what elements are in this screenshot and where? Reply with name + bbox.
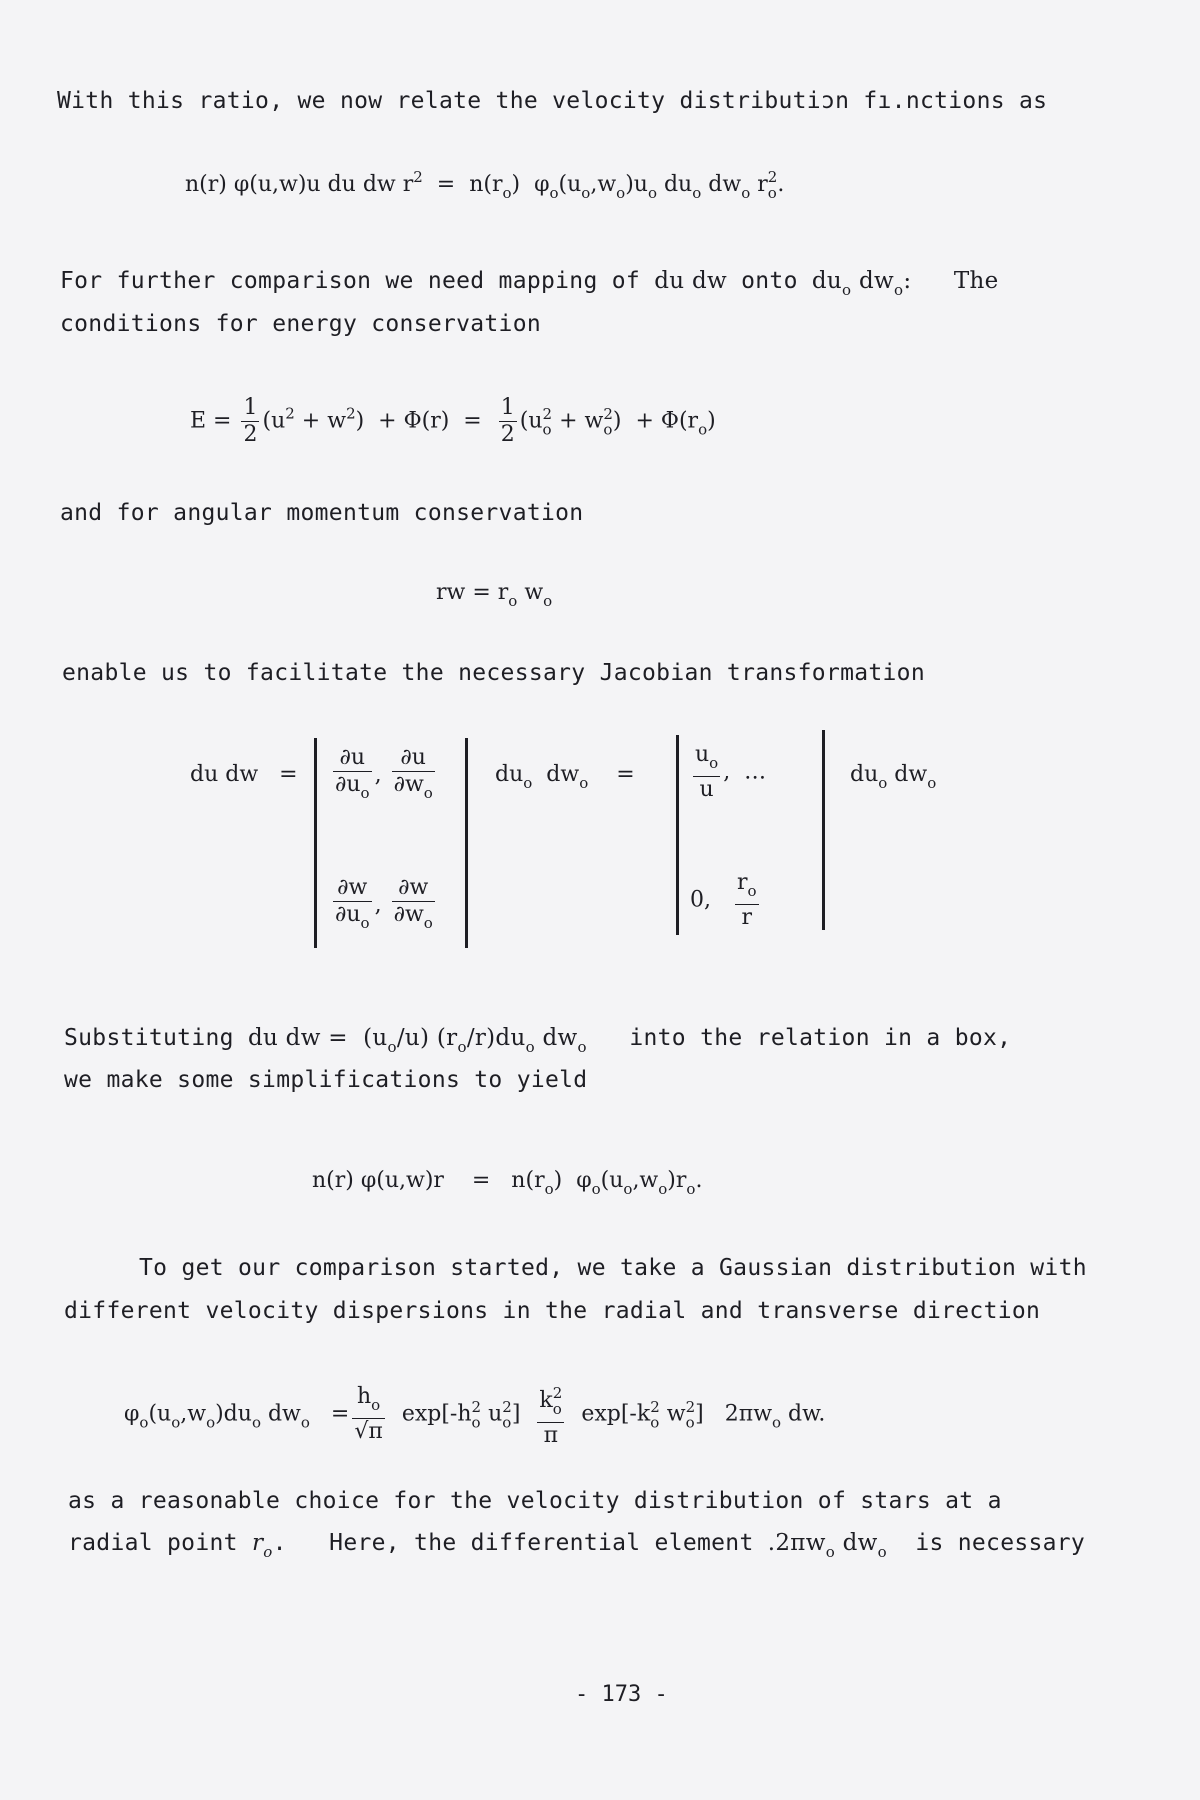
paragraph-mapping-text-c: The bbox=[953, 268, 999, 294]
jacobian-rhs: $du_o$ $dw_o$ bbox=[850, 762, 937, 792]
paragraph-intro: With this ratio, we now relate the velocity distributiɔn fı.nctions as bbox=[57, 88, 1048, 114]
matrix-row-1: $\frac{u_o}{u}$ , … bbox=[695, 742, 767, 802]
equation-energy: E = $\frac{1}{2}$ $(u^2 + w^2) + \Phi(r)$ = $\frac{1}{2}$ $(u_o^2 + w_o^2) + \Phi(r_o)$ bbox=[190, 395, 716, 447]
jacobian-middle: $du_o$ $dw_o$ = bbox=[495, 762, 635, 792]
equation-distribution-relation: n(r) φ(u,w)u du dw $r^2 = n(r_o)$ $\varphi_o(u_o,w_o)u_o$ $du_o$ $dw_o$ $r_o^2$. bbox=[185, 168, 785, 202]
determinant-left-bar bbox=[314, 738, 317, 948]
paragraph-choice-line1: as a reasonable choice for the velocity distribution of stars at a bbox=[68, 1488, 1002, 1514]
jacobian-element-21: $\frac{\partial w}{\partial u_o}$ , $\frac{\partial w}{\partial w_o}$ bbox=[335, 875, 433, 932]
equation-simplified: n(r) φ(u,w)r = $n(r_o)$ $\varphi_o(u_o,w_o)r_o$. bbox=[312, 1168, 703, 1198]
paragraph-substitution-text-a: Substituting bbox=[64, 1025, 234, 1051]
paragraph-gaussian-line1: To get our comparison started, we take a Gaussian distribution with bbox=[139, 1255, 1087, 1281]
paragraph-choice-text-b: Here, the differential element bbox=[329, 1530, 754, 1556]
paragraph-mapping-text-a: For further comparison we need mapping of bbox=[60, 268, 641, 294]
paragraph-substitution-line2: we make some simplifications to yield bbox=[64, 1067, 588, 1093]
paragraph-choice-line2: radial point $r_o$. Here, the differential element $.2\pi w_o$ $dw_o$ is necessary bbox=[68, 1530, 1086, 1561]
jacobian-lhs: du dw = bbox=[190, 762, 298, 787]
equation-gaussian: $\varphi_o(u_o,w_o)du_o$ $dw_o$ = $\frac{h_o}{√\pi}$ $\exp[-h_o^2$ $u_o^2$] $\frac{k_o^2}{\pi}$ $\exp[-k_o^2$ $w_o^2$] $2\pi w_o$ dw. bbox=[124, 1380, 825, 1449]
paragraph-substitution-text-b: into the relation in a box, bbox=[629, 1025, 1012, 1051]
determinant-right-bar bbox=[465, 738, 468, 948]
paragraph-choice-text-a: radial point bbox=[68, 1530, 238, 1556]
matrix-row-2: 0, $\frac{r_o}{r}$ bbox=[690, 870, 757, 930]
paragraph-gaussian-line2: different velocity dispersions in the radial and transverse direction bbox=[64, 1298, 1041, 1324]
paragraph-jacobian: enable us to facilitate the necessary Jacobian transformation bbox=[62, 660, 925, 686]
matrix-left-bar bbox=[676, 735, 679, 935]
paragraph-angular-momentum: and for angular momentum conservation bbox=[60, 500, 584, 526]
matrix-right-bar bbox=[822, 730, 825, 930]
equation-angular-momentum: rw = $r_o$ $w_o$ bbox=[436, 580, 553, 610]
paragraph-mapping-line2: conditions for energy conservation bbox=[60, 311, 542, 337]
jacobian-element-11: $\frac{\partial u}{\partial u_o}$ , $\frac{\partial u}{\partial w_o}$ bbox=[335, 745, 433, 802]
paragraph-mapping-text-b: onto bbox=[741, 268, 798, 294]
paragraph-substitution: Substituting du dw = $(u_o/u)$ $(r_o/r)du_o$ $dw_o$ into the relation in a box, bbox=[64, 1025, 1012, 1056]
paragraph-mapping: For further comparison we need mapping of du dw onto $du_o$ $dw_o$: The bbox=[60, 268, 999, 299]
paragraph-choice-text-c: is necessary bbox=[915, 1530, 1086, 1556]
page-number: - 173 - bbox=[575, 1682, 668, 1707]
